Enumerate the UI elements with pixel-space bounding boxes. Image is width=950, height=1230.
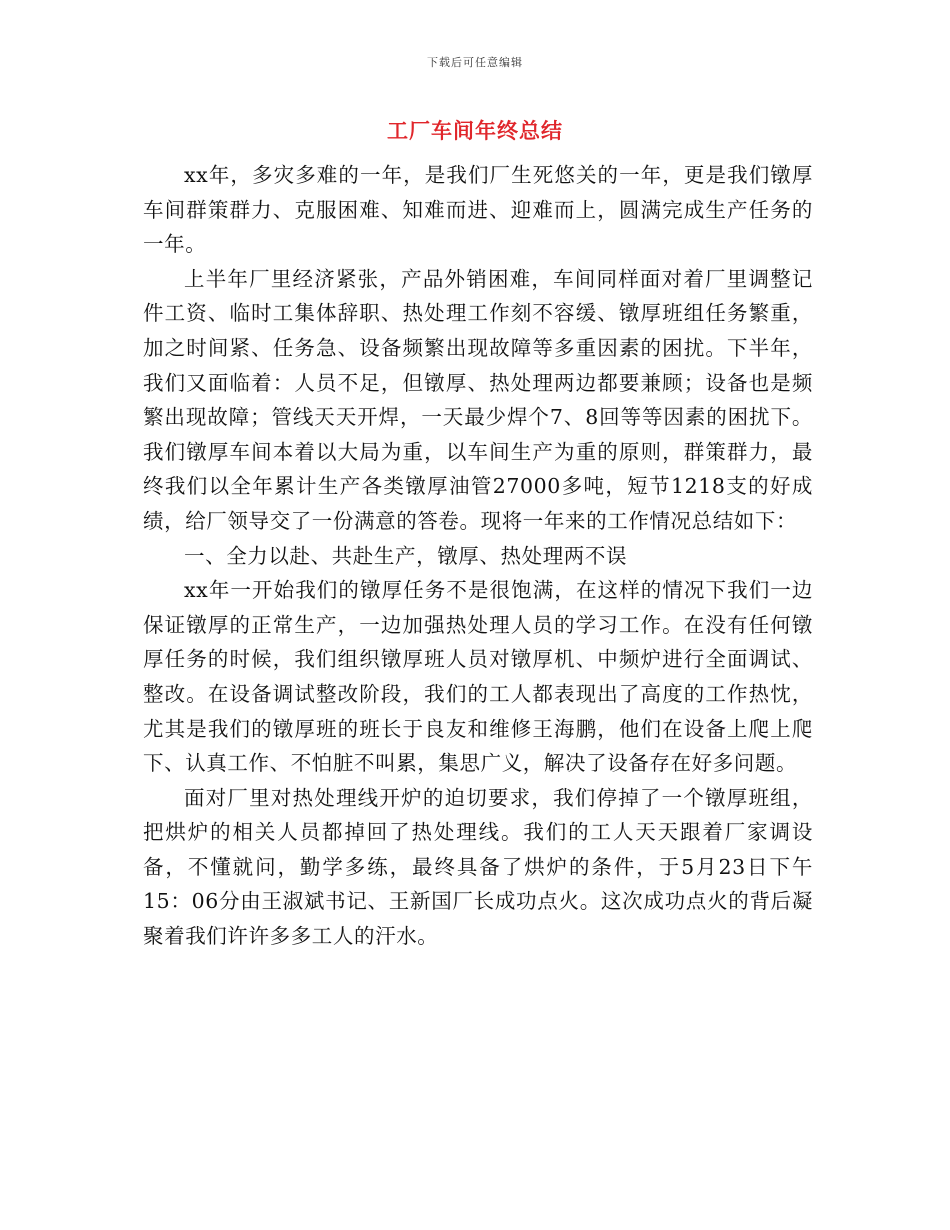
paragraph-furnace-ignition: 面对厂里对热处理线开炉的迫切要求，我们停掉了一个镦厚班组，把烘炉的相关人员都掉回了热处理线。我们的工人天天跟着厂家调设备，不懂就问，勤学多练，最终具备了烘炉的条件，于5月23日下午15：06分由王淑斌书记、王新国厂长成功点火。这次成功点火的背后凝聚着我们许许多多工人的汗水。 [143,785,813,949]
document-body [143,158,813,954]
paragraph-intro: xx年，多灾多难的一年，是我们厂生死悠关的一年，更是我们镦厚车间群策群力、克服困难、知难而进、迎难而上，圆满完成生产任务的一年。 [143,163,813,257]
section-heading-1: 一、全力以赴、共赴生产，镦厚、热处理两不误 [184,543,628,568]
paragraph-upsetting-work: xx年一开始我们的镦厚任务不是很饱满，在这样的情况下我们一边保证镦厚的正常生产，一边加强热处理人员的学习工作。在没有任何镦厚任务的时候，我们组织镦厚班人员对镦厚机、中频炉进行全面调试、整改。在设备调试整改阶段，我们的工人都表现出了高度的工作热忱，尤其是我们的镦厚班的班长于良友和维修王海鹏，他们在设备上爬上爬下、认真工作、不怕脏不叫累，集思广义，解决了设备存在好多问题。 [143,578,813,776]
header-note: 下载后可任意编辑 [427,56,523,69]
paragraph-first-half-year: 上半年厂里经济紧张，产品外销困难，车间同样面对着厂里调整记件工资、临时工集体辞职、热处理工作刻不容缓、镦厚班组任务繁重，加之时间紧、任务急、设备频繁出现故障等多重因素的困扰。下半年，我们又面临着：人员不足，但镦厚、热处理两边都要兼顾；设备也是频繁出现故障；管线天天开焊，一天最少焊个7、8回等等因素的困扰下。我们镦厚车间本着以大局为重，以车间生产为重的原则，群策群力，最终我们以全年累计生产各类镦厚油管27000多吨，短节1218支的好成绩，给厂领导交了一份满意的答卷。现将一年来的工作情况总结如下： [143,266,813,533]
document-title: 工厂车间年终总结 [387,119,563,143]
